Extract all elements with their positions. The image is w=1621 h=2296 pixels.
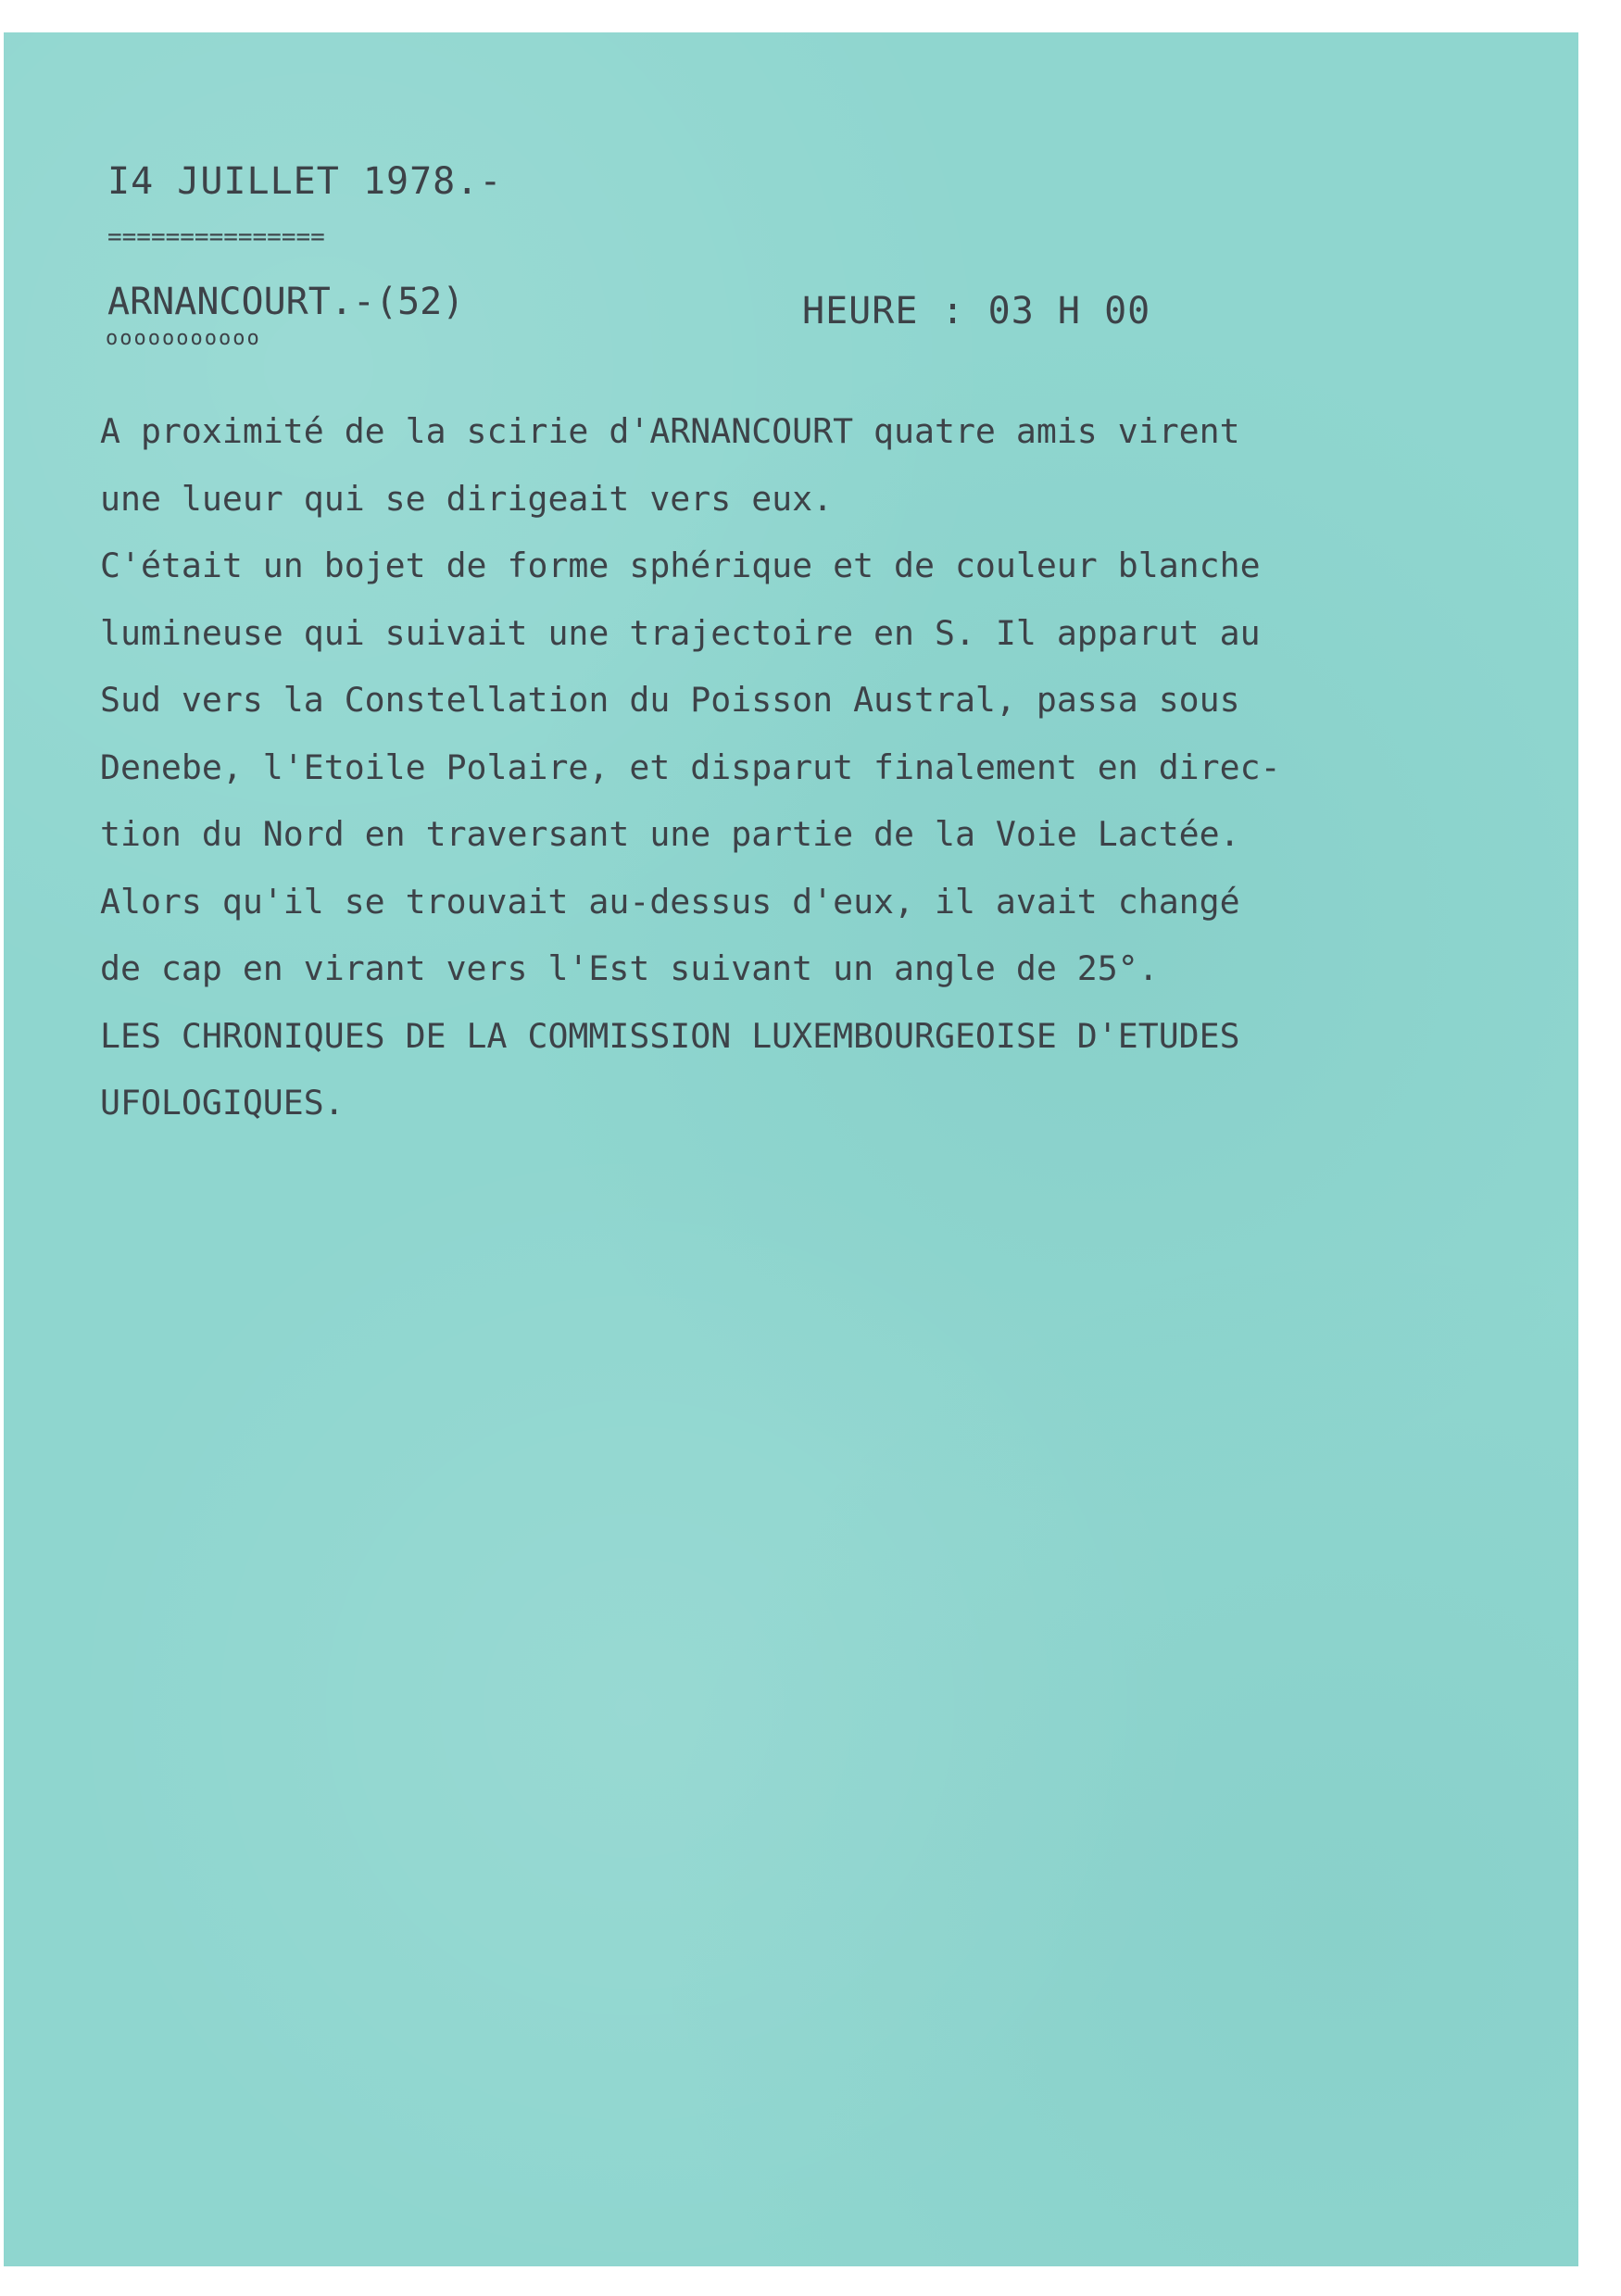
body-line: de cap en virant vers l'Est suivant un angle de 25°.	[100, 948, 1159, 988]
body-line: lumineuse qui suivait une trajectoire en S. Il apparut au	[100, 612, 1261, 653]
body-line: C'était un bojet de forme sphérique et de couleur blanche	[100, 546, 1261, 585]
body-line: Alors qu'il se trouvait au-dessus d'eux, il avait changé	[100, 881, 1240, 922]
location-underline: ooooooooooo	[106, 327, 261, 350]
source-citation: UFOLOGIQUES.	[100, 1083, 345, 1123]
body-line: tion du Nord en traversant une partie de la Voie Lactée.	[100, 814, 1240, 854]
body-line: une lueur qui se dirigeait vers eux.	[100, 478, 834, 519]
body-line: Sud vers la Constellation du Poisson Austral, passa sous	[100, 680, 1240, 720]
report-location: ARNANCOURT.-(52)	[107, 281, 465, 323]
source-citation: LES CHRONIQUES DE LA COMMISSION LUXEMBOURGEOISE D'ETUDES	[100, 1015, 1240, 1056]
typed-sheet	[4, 32, 1578, 2266]
report-date: I4 JUILLET 1978.-	[107, 160, 503, 203]
report-body	[100, 398, 1545, 1137]
body-line: Denebe, l'Etoile Polaire, et disparut finalement en direc-	[100, 747, 1281, 787]
date-underline: ===============	[107, 223, 325, 251]
body-line: A proximité de la scirie d'ARNANCOURT quatre amis virent	[100, 411, 1240, 451]
report-time: HEURE : 03 H 00	[802, 290, 1151, 332]
